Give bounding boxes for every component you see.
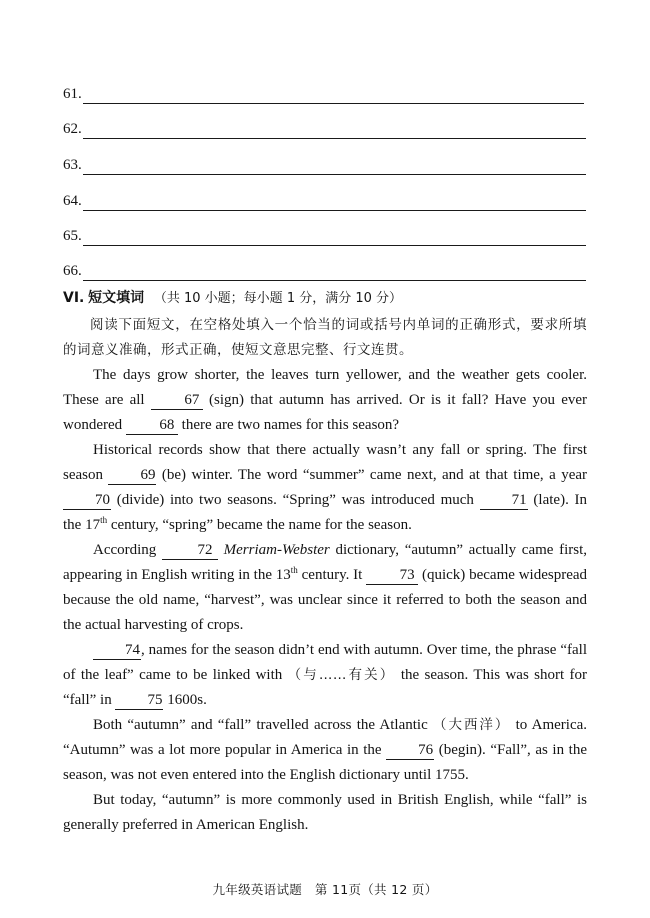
answer-number: 61. [63,86,82,102]
blank-74[interactable]: 74 [93,641,141,660]
answer-rule [83,103,584,104]
answer-number: 63. [63,157,82,173]
cloze-passage [63,313,587,838]
answer-rule [83,245,586,246]
answer-number: 65. [63,228,82,244]
section-title: 短文填词 [88,290,145,306]
answer-number: 66. [63,263,82,279]
answer-rule [83,138,586,139]
answer-line-63[interactable] [63,157,586,177]
answer-rule [83,174,586,175]
chinese-gloss: （大西洋） [433,717,511,733]
answer-line-66[interactable] [63,263,586,283]
paragraph-2: Historical records show that there actually wasn’t any fall or spring. The first season 69 (be) winter. The word “summer” came next, and at that time, a year 70 (divide) into two seasons. “Spring” was introduced much 71 (late). In the 17th century, “spring” became the name for the season. [63,442,588,533]
answer-number: 64. [63,193,82,209]
blank-68[interactable]: 68 [126,416,178,435]
chinese-gloss: （与……有关） [287,667,396,683]
blank-73[interactable]: 73 [366,566,418,585]
answer-line-61[interactable] [63,86,584,106]
section-note: （共 10 小题；每小题 1 分，满分 10 分） [153,291,403,306]
paragraph-6: But today, “autumn” is more commonly used in British English, while “fall” is generally preferred in American English. [63,792,587,833]
page-footer: 九年级英语试题 第 11页（共 12 页） [212,882,438,897]
answer-line-65[interactable] [63,228,586,248]
blank-69[interactable]: 69 [108,466,156,485]
blank-76[interactable]: 76 [386,741,434,760]
blank-71[interactable]: 71 [480,491,528,510]
section-roman: VI. [63,290,85,306]
answer-rule [83,210,586,211]
answer-rule [83,280,586,281]
paragraph-3: According 72 Merriam-Webster dictionary, “autumn” actually came first, appearing in English writing in the 13th century. It 73 (quick) became widespread because the old name, “harvest”, was unclear since it referred to both the season and the actual harvesting of crops. [63,542,588,633]
paragraph-5: Both “autumn” and “fall” travelled across the Atlantic （大西洋） to America. “Autumn” was a lot more popular in America in the 76 (begin). “Fall”, as in the season, was not even entered into the English dictionary until 1755. [63,717,588,783]
instructions: 阅读下面短文，在空格处填入一个恰当的词或括号内单词的正确形式，要求所填的词意义准确，形式正确，使短文意思完整、行文连贯。 [63,317,587,358]
section-heading [63,287,593,310]
dictionary-name: Merriam-Webster [223,542,330,558]
blank-70[interactable]: 70 [63,491,111,510]
paragraph-4: 74, names for the season didn’t end with autumn. Over time, the phrase “fall of the leaf” came to be linked with （与……有关） the season. This was short for “fall” in 75 1600s. [63,642,588,708]
blank-75[interactable]: 75 [115,691,163,710]
answer-line-64[interactable] [63,193,586,213]
answer-number: 62. [63,121,82,137]
paragraph-1: The days grow shorter, the leaves turn yellower, and the weather gets cooler. These are all 67 (sign) that autumn has arrived. Or is it fall? Have you ever wondered 68 there are two names for this season? [63,367,588,433]
blank-67[interactable]: 67 [151,391,203,410]
answer-line-62[interactable] [63,121,586,141]
blank-72[interactable]: 72 [162,541,218,560]
